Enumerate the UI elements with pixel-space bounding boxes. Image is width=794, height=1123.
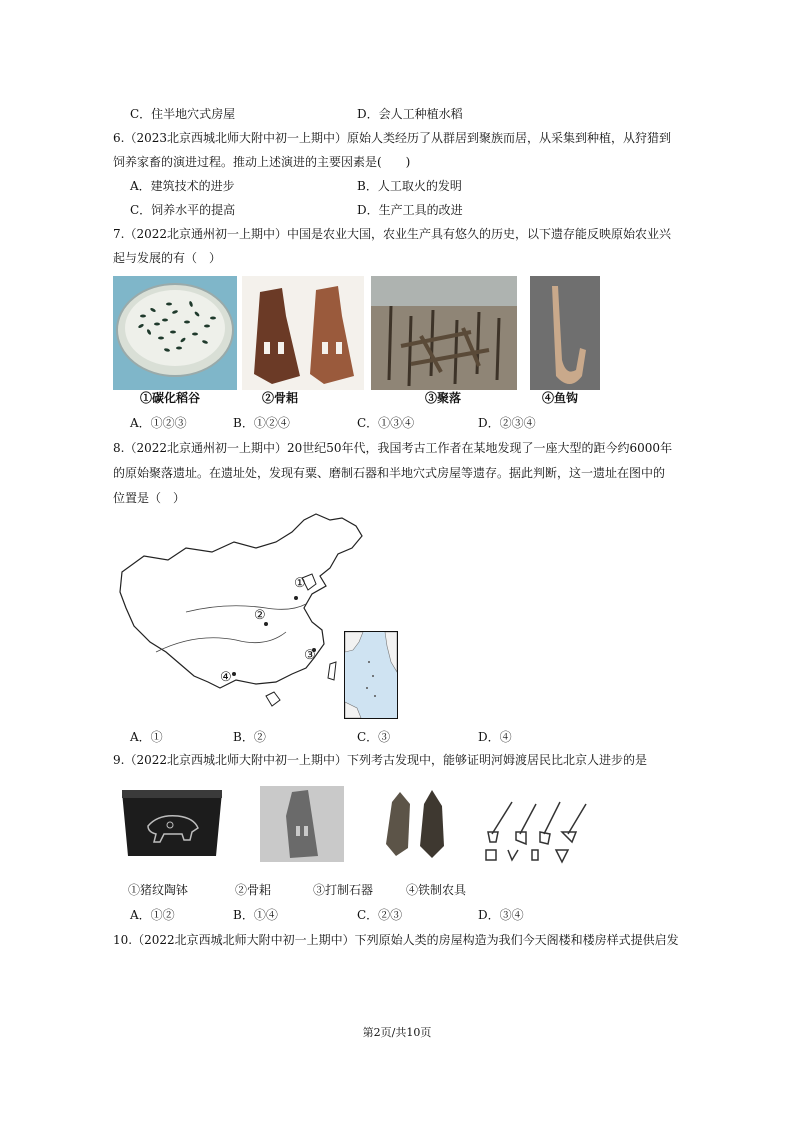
settlement-photo bbox=[371, 276, 517, 390]
q6-stem-line1: 6.（2023北京西城北师大附中初一上期中）原始人类经历了从群居到聚族而居，从采集到种植，从狩猎到 bbox=[113, 131, 671, 145]
page-number-footer: 第2页/共10页 bbox=[362, 1026, 432, 1039]
q7-stem-line1: 7.（2022北京通州初一上期中）中国是农业大国，农业生产具有悠久的历史，以下遗存能反映原始农业兴 bbox=[113, 227, 671, 241]
q6-option-d: D．生产工具的改进 bbox=[357, 203, 463, 217]
carbonized-rice-photo bbox=[113, 276, 237, 390]
q7-caption-4: ④鱼钩 bbox=[542, 391, 579, 405]
q8-stem-line3: 位置是（ ） bbox=[113, 491, 186, 505]
q7-caption-3: ③聚落 bbox=[425, 391, 462, 405]
q6-stem-line2: 饲养家畜的演进过程。推动上述演进的主要因素是( ) bbox=[113, 155, 411, 169]
q8-option-b: B．② bbox=[233, 730, 266, 744]
q10-stem-line1: 10.（2022北京西城北师大附中初一上期中）下列原始人类的房屋构造为我们今天阁楼和楼房样式提供启发 bbox=[113, 933, 679, 947]
q9-option-c: C．②③ bbox=[357, 908, 403, 922]
q9-caption-1: ①猪纹陶钵 bbox=[128, 883, 189, 897]
q7-caption-1: ①碳化稻谷 bbox=[140, 391, 201, 405]
q9-caption-4: ④铁制农具 bbox=[406, 883, 467, 897]
south-china-sea-inset-map bbox=[344, 631, 398, 719]
q9-stem-line1: 9.（2022北京西城北师大附中初一上期中）下列考古发现中，能够证明河姆渡居民比北京人进步的是 bbox=[113, 753, 647, 767]
q7-option-a: A．①②③ bbox=[130, 416, 187, 430]
q7-stem-line2: 起与发展的有（ ） bbox=[113, 251, 222, 265]
q9-option-a: A．①② bbox=[130, 908, 175, 922]
q8-stem-line2: 的原始聚落遗址。在遗址处，发现有粟、磨制石器和半地穴式房屋等遗存。据此判断，这一遗址在图中的 bbox=[113, 466, 666, 480]
q5-option-c: C．住半地穴式房屋 bbox=[130, 107, 236, 121]
q6-option-a: A．建筑技术的进步 bbox=[130, 179, 235, 193]
q9-caption-3: ③打制石器 bbox=[313, 883, 374, 897]
q8-stem-line1: 8.（2022北京通州初一上期中）20世纪50年代，我国考古工作者在某地发现了一座大型的距今约6000年 bbox=[113, 441, 673, 455]
q7-caption-2: ②骨耜 bbox=[262, 391, 299, 405]
q7-option-d: D．②③④ bbox=[478, 416, 536, 430]
q8-option-d: D．④ bbox=[478, 730, 512, 744]
chipped-stone-tools-photo bbox=[378, 784, 456, 864]
q7-option-b: B．①②④ bbox=[233, 416, 290, 430]
map-label-4: ④ bbox=[220, 670, 232, 685]
q8-option-c: C．③ bbox=[357, 730, 391, 744]
fishhook-photo bbox=[530, 276, 600, 390]
pig-pattern-pottery-photo bbox=[118, 786, 226, 860]
q7-option-c: C．①③④ bbox=[357, 416, 415, 430]
map-label-1: ① bbox=[294, 576, 306, 591]
q9-caption-2: ②骨耜 bbox=[235, 883, 272, 897]
q6-option-c: C．饲养水平的提高 bbox=[130, 203, 236, 217]
q8-option-a: A．① bbox=[130, 730, 163, 744]
q6-option-b: B．人工取火的发明 bbox=[357, 179, 462, 193]
q5-option-d: D．会人工种植水稻 bbox=[357, 107, 463, 121]
map-label-2: ② bbox=[254, 608, 266, 623]
bone-spade-photo-2 bbox=[260, 786, 344, 862]
iron-farm-tools-drawing bbox=[482, 798, 590, 868]
bone-spade-photo bbox=[242, 276, 364, 390]
q9-option-d: D．③④ bbox=[478, 908, 524, 922]
q9-option-b: B．①④ bbox=[233, 908, 278, 922]
map-label-3: ③ bbox=[304, 648, 316, 663]
